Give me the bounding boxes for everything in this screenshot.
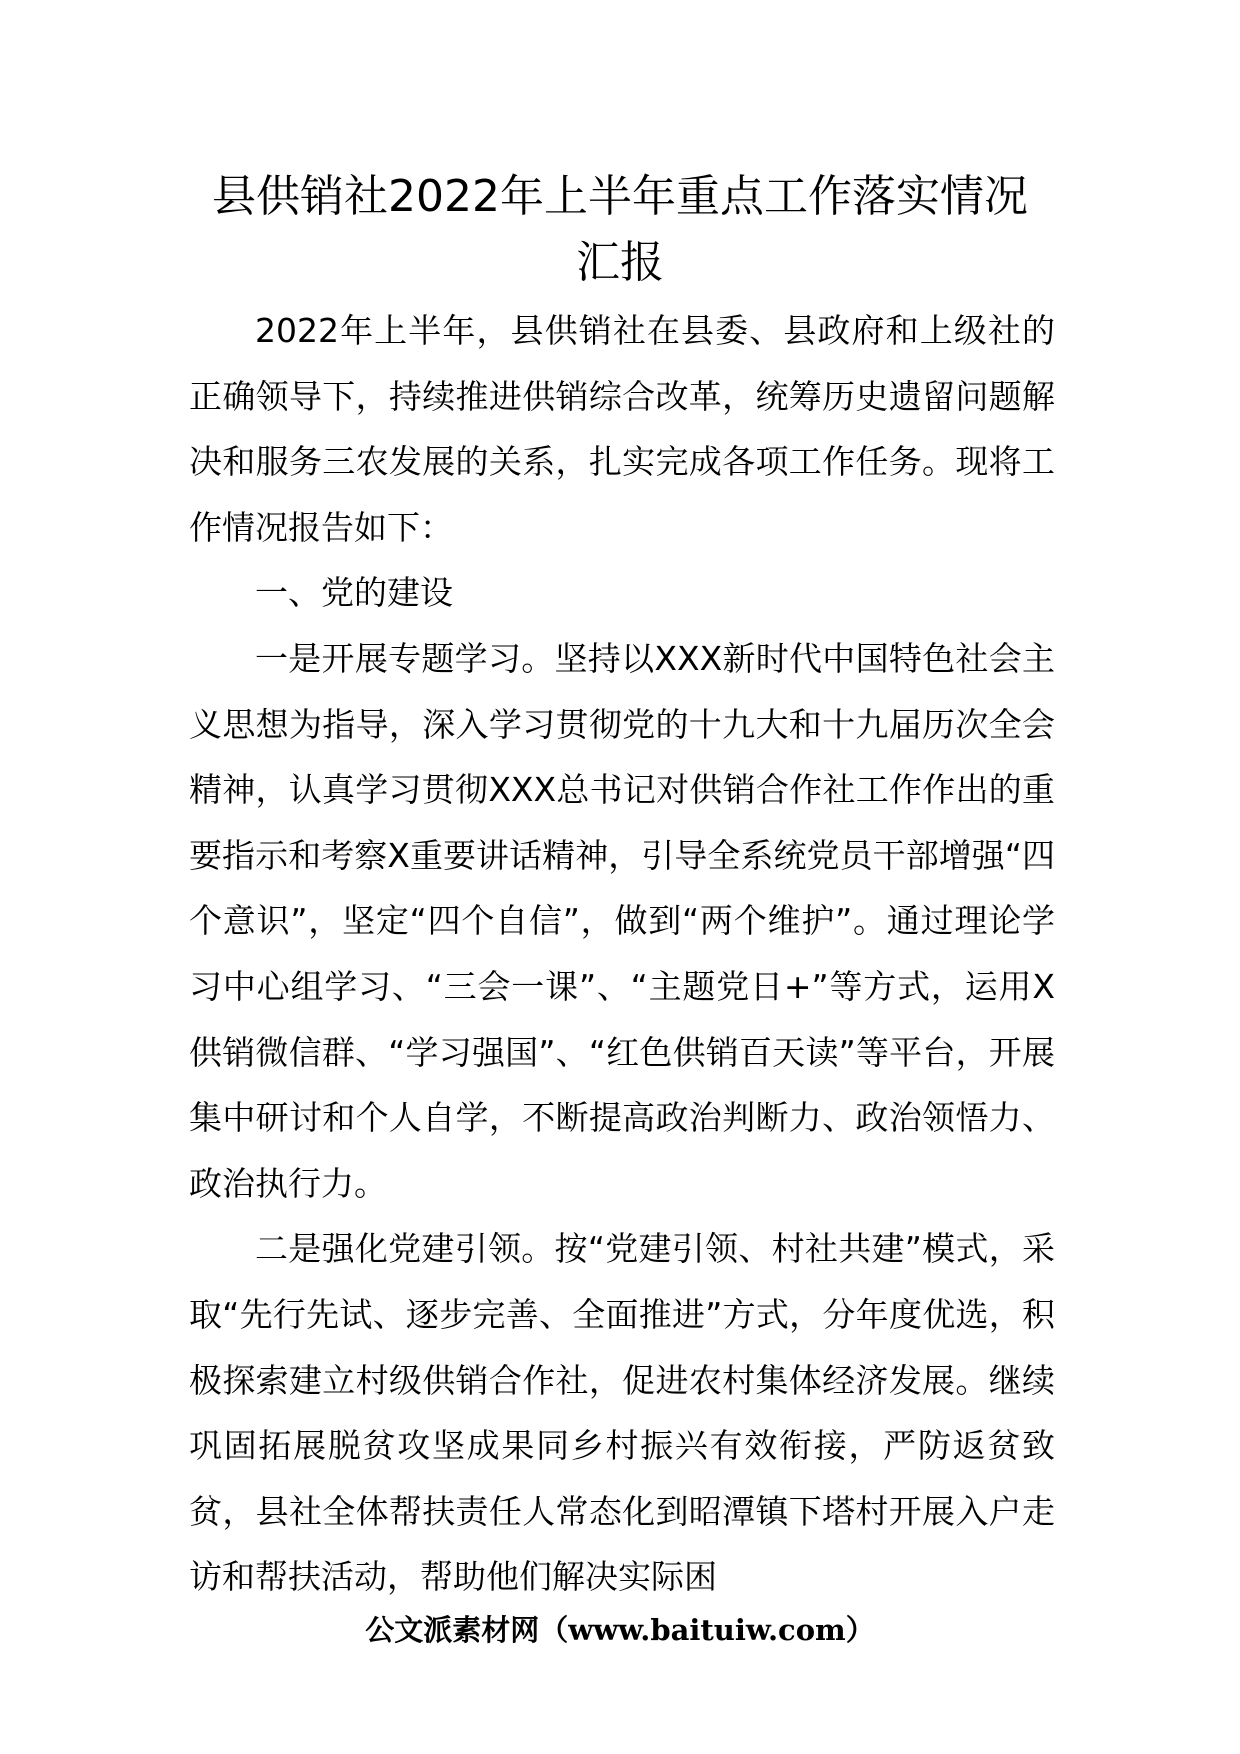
section-heading-party-building: 一、党的建设 — [255, 573, 453, 613]
document-title-line-2: 汇报 — [576, 237, 664, 288]
footer-source: 公文派素材网（www.baituiw.com） — [365, 1613, 875, 1647]
document-title-line-1: 县供销社2022年上半年重点工作落实情况 — [212, 171, 1028, 222]
paragraph-party-leadership: 二是强化党建引领。按“党建引领、村社共建”模式，采取“先行先试、逐步完善、全面推进”方式，分年度优选，积极探索建立村级供销合作社，促进农村集体经济发展。继续巩固拓展脱贫攻坚成果同乡村振兴有效衔接，严防返贫致贫，县社全体帮扶责任人常态化到昭潭镇下塔村开展入户走访和帮扶活动，帮助他们解决实际困 — [189, 1229, 1055, 1597]
paragraph-special-study: 一是开展专题学习。坚持以XXX新时代中国特色社会主义思想为指导，深入学习贯彻党的十九大和十九届历次全会精神，认真学习贯彻XXX总书记对供销合作社工作作出的重要指示和考察X重要讲话精神，引导全系统党员干部增强“四个意识”，坚定“四个自信”，做到“两个维护”。通过理论学习中心组学习、“三会一课”、“主题党日+”等方式，运用X供销微信群、“学习强国”、“红色供销百天读”等平台，开展集中研讨和个人自学，不断提高政治判断力、政治领悟力、政治执行力。 — [189, 638, 1055, 1203]
intro-paragraph: 2022年上半年，县供销社在县委、县政府和上级社的正确领导下，持续推进供销综合改革，统筹历史遗留问题解决和服务三农发展的关系，扎实完成各项工作任务。现将工作情况报告如下： — [189, 311, 1055, 547]
document-body — [189, 298, 1055, 1610]
